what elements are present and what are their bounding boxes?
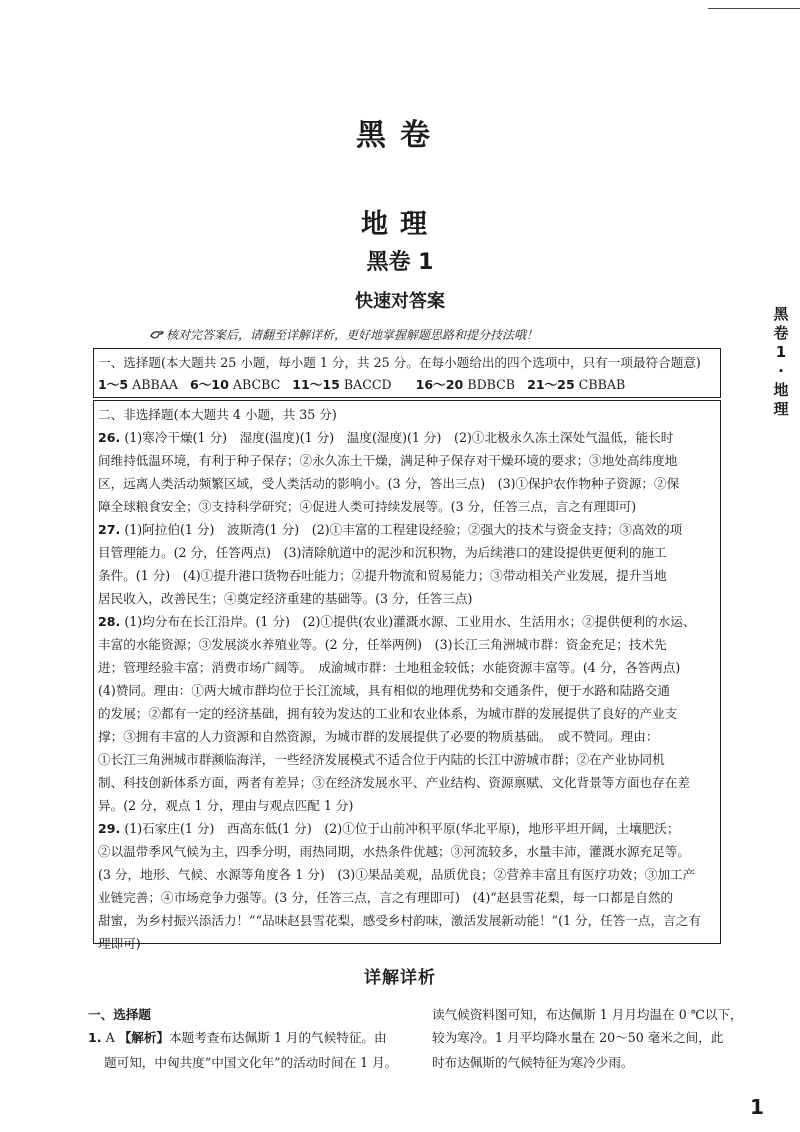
answer-letters: CBBAB <box>578 377 626 392</box>
tip-line <box>150 326 670 343</box>
quick-answers-title: 快速对答案 <box>355 291 445 312</box>
answer-line <box>98 472 718 495</box>
side-tab-char: 卷 <box>773 324 789 342</box>
answer-line <box>98 541 718 564</box>
answer-line <box>98 794 718 817</box>
answer-text: 的发展；②都有一定的经济基础，拥有较为发达的工业和农业体系，为城市群的发展提供了良好的产业支 <box>98 706 678 721</box>
answer-text: 目管理能力。(2 分，任答两点) (3)清除航道中的泥沙和沉积物，为后续港口的建设提供更便利的施工 <box>98 545 667 560</box>
answer-line <box>98 909 718 932</box>
answer-letters: ABCBC <box>232 377 281 392</box>
answer-range: 16～20 <box>415 377 464 392</box>
answer-line <box>98 725 718 748</box>
answer-text: (1)石家庄(1 分) 西高东低(1 分) (2)①位于山前冲积平原(华北平原)，地形平坦开阔，土壤肥沃； <box>124 821 680 836</box>
answer-line <box>98 817 718 840</box>
nonchoice-heading: 二、非选择题(本大题共 4 小题，共 35 分) <box>98 407 337 422</box>
q1-line-2: 题可知，中匈共度“中国文化年”的活动时间在 1 月。 <box>104 1055 398 1070</box>
nonchoice-answers-box <box>93 400 721 951</box>
right-col-line: 读气候资料图可知，布达佩斯 1 月月均温在 0 ℃以下， <box>432 1007 743 1022</box>
subject-title: 地理 <box>361 209 439 240</box>
answer-line <box>98 610 718 633</box>
answer-text: (4)赞同。理由：①两大城市群均位于长江流域，具有相似的地理优势和交通条件，便于水路和陆路交通 <box>98 683 670 698</box>
answer-text: 条件。(1 分) (4)①提升港口货物吞吐能力；②提升物流和贸易能力；③带动相关产业发展，提升当地 <box>98 568 667 583</box>
side-tab-char: 地 <box>773 381 789 399</box>
answer-text: (1)阿拉伯(1 分) 波斯湾(1 分) (2)①丰富的工程建设经验；②强大的技术与资金支持；③高效的项 <box>124 522 683 537</box>
side-tab-char: 黑 <box>773 305 789 323</box>
answer-letters: ABBAA <box>132 377 178 392</box>
choice-answers-box <box>93 348 721 398</box>
page-number: 1 <box>750 1095 764 1119</box>
answer-line <box>98 518 718 541</box>
answer-text: 居民收入，改善民生；④奠定经济重建的基础等。(3 分，任答三点) <box>98 591 473 606</box>
answer-text: ②以温带季风气候为主，四季分明，雨热同期，水热条件优越；③河流较多，水量丰沛，灌溉水源充足等。 <box>98 844 690 859</box>
answer-range: 21～25 <box>527 377 575 392</box>
answer-line <box>98 748 718 771</box>
answer-text: (1)寒冷干燥(1 分) 湿度(温度)(1 分) 温度(湿度)(1 分) (2)①北极永久冻土深处气温低，能长时 <box>124 430 674 445</box>
side-tab-char: 理 <box>773 400 789 418</box>
answer-line <box>98 863 718 886</box>
right-col-line: 较为寒冷。1 月平均降水量在 20～50 毫米之间，此 <box>432 1030 724 1045</box>
answer-text: 障全球粮食安全；③支持科学研究；④促进人类可持续发展等。(3 分，任答三点，言之有理即可) <box>98 499 637 514</box>
answer-text: ①长江三角洲城市群濒临海洋，一些经济发展模式不适合位于内陆的长江中游城市群；②在产业协同机 <box>98 752 665 767</box>
answer-line <box>98 587 718 610</box>
answer-text: 撑；③拥有丰富的人力资源和自然资源，为城市群的发展提供了必要的物质基础。 或不赞同。理由： <box>98 729 659 744</box>
side-tab-char: · <box>778 362 784 380</box>
choice-answers-row <box>98 373 718 396</box>
question-number: 28. <box>98 614 121 629</box>
q1-line-1 <box>88 1027 387 1046</box>
q1-number: 1. <box>88 1030 102 1045</box>
answer-range: 6～10 <box>189 377 229 392</box>
answer-text: 甜蜜，为乡村振兴添活力！”“品味赵县雪花梨，感受乡村韵味，激活发展新动能！”(1 分，任答一点，言之有 <box>98 913 701 928</box>
q1-answer: A <box>105 1030 115 1045</box>
answer-text: 制、科技创新体系方面，两者有差异；③在经济发展水平、产业结构、资源禀赋、文化背景等方面也存在差 <box>98 775 690 790</box>
q1-text: 本题考查布达佩斯 1 月的气候特征。由 <box>169 1030 387 1045</box>
answer-text: 进；管理经验丰富；消费市场广阔等。 成渝城市群：土地租金较低；水能资源丰富等。(4 分，各答两点) <box>98 660 681 675</box>
tip-text: 核对完答案后，请翻至详解详析，更好地掌握解题思路和提分技法哦！ <box>166 328 539 342</box>
answer-text: (1)均分布在长江沿岸。(1 分) (2)①提供(农业)灌溉水源、工业用水、生活用水；②提供便利的水运、 <box>124 614 696 629</box>
question-number: 27. <box>98 522 121 537</box>
answer-line <box>98 449 718 472</box>
question-number: 26. <box>98 430 121 445</box>
right-col-line: 时布达佩斯的气候特征为寒冷少雨。 <box>432 1055 634 1070</box>
answer-text: 区，远离人类活动频繁区域，受人类活动的影响小。(3 分，答出三点) (3)①保护农作物种子资源；②保 <box>98 476 680 491</box>
choice-heading: 一、选择题(本大题共 25 小题，每小题 1 分，共 25 分。在每小题给出的四个选项中，只有一项最符合题意) <box>98 355 701 370</box>
answer-range: 11～15 <box>292 377 340 392</box>
answer-line <box>98 771 718 794</box>
answer-text: 异。(2 分，观点 1 分，理由与观点匹配 1 分) <box>98 798 354 813</box>
q1-tag: 【解析】 <box>118 1030 170 1045</box>
detail-heading: 详解详析 <box>364 968 436 988</box>
answer-range: 1～5 <box>98 377 129 392</box>
answer-text: (3 分，地形、气候、水源等角度各 1 分) (3)①果品美观，品质优良；②营养丰富且有医疗功效；③加工产 <box>98 867 696 882</box>
answer-line <box>98 633 718 656</box>
answer-line <box>98 656 718 679</box>
answer-text: 丰富的水能资源；③发展淡水养殖业等。(2 分，任举两例) (3)长江三角洲城市群：资金充足；技术先 <box>98 637 667 652</box>
paper-title: 黑卷 1 <box>366 250 434 275</box>
answer-letters: BACCD <box>343 377 392 392</box>
answer-letters: BDBCB <box>467 377 516 392</box>
side-tab-char: 1 <box>775 343 787 361</box>
main-title: 黑卷 <box>356 118 444 153</box>
answer-line <box>98 679 718 702</box>
answer-line <box>98 932 718 955</box>
answer-line <box>98 426 718 449</box>
answer-line <box>98 702 718 725</box>
top-rule <box>708 8 800 9</box>
answer-text: 理即可) <box>98 936 141 951</box>
answer-line <box>98 840 718 863</box>
side-tab <box>766 305 796 419</box>
answer-line <box>98 886 718 909</box>
detail-section: 一、选择题 <box>88 1007 151 1022</box>
question-number: 29. <box>98 821 121 836</box>
answer-line <box>98 564 718 587</box>
answer-line <box>98 495 718 518</box>
answer-text: 业链完善；④市场竞争力强等。(3 分，任答三点，言之有理即可) (4)“赵县雪花梨，每一口都是自然的 <box>98 890 674 905</box>
answer-text: 间维持低温环境，有利于种子保存；②永久冻土干燥，满足种子保存对干燥环境的要求；③地处高纬度地 <box>98 453 678 468</box>
pointing-hand-icon <box>150 328 164 340</box>
